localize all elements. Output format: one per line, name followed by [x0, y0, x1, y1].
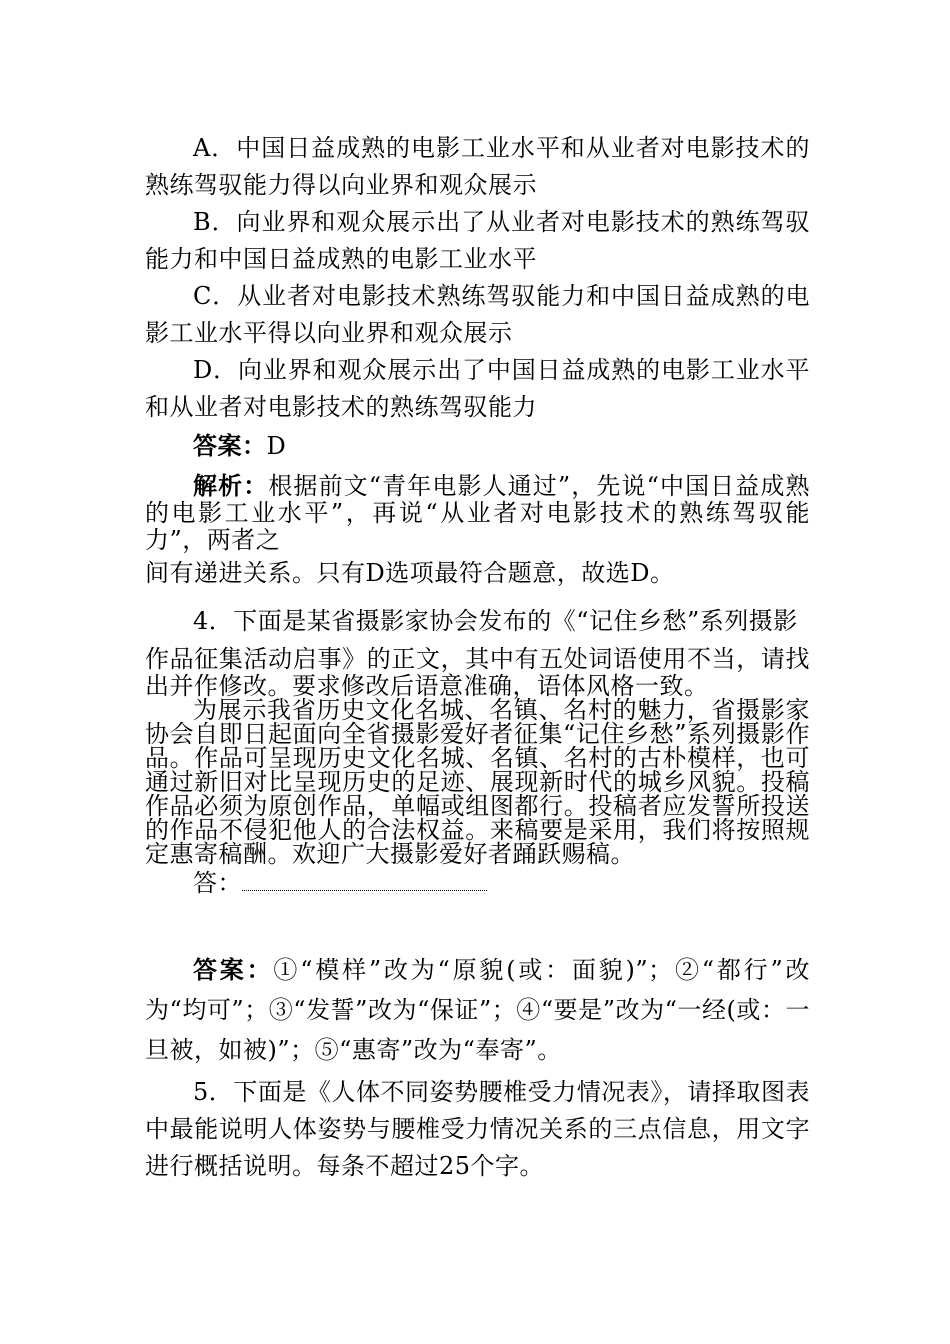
option-a: A．中国日益成熟的电影工业水平和从业者对电影技术的熟练驾驭能力得以向业界和观众展示 — [145, 134, 810, 199]
option-b: B．向业界和观众展示出了从业者对电影技术的熟练驾驭能力和中国日益成熟的电影工业水平 — [145, 208, 810, 273]
analysis-label: 解析： — [193, 472, 269, 500]
q5-question: 5．下面是《人体不同姿势腰椎受力情况表》，请择取图表中最能说明人体姿势与腰椎受力情况关系的三点信息，用文字进行概括说明。每条不超过25个字。 — [145, 1078, 810, 1180]
q4-question-line1: 4．下面是某省摄影家协会发布的《“记住乡愁”系列摄影 — [193, 607, 798, 635]
answer-blank — [242, 870, 487, 891]
answer-value: D — [266, 432, 287, 460]
answer-label: 答案： — [193, 956, 274, 984]
q4-answer-prompt — [145, 870, 810, 895]
q4-answer — [145, 950, 810, 1070]
answer-text: ①“模样”改为“原貌(或：面貌)”；②“都行”改为“均可”；③“发誓”改为“保证”；④“要是”改为“一经(或：一旦被，如被)”；⑤“惠寄”改为“奉寄”。 — [145, 956, 811, 1064]
answer-label: 答案： — [193, 432, 267, 460]
q3-answer — [145, 428, 810, 465]
q3-analysis-end: 间有递进关系。只有D选项最符合题意，故选D。 — [145, 559, 675, 587]
answer-prompt-label: 答： — [193, 869, 242, 897]
option-d: D．向业界和观众展示出了中国日益成熟的电影工业水平和从业者对电影技术的熟练驾驭能力 — [145, 356, 810, 421]
q4-passage: 为展示我省历史文化名城、名镇、名村的魅力，省摄影家协会自即日起面向全省摄影爱好者征集“记住乡愁”系列摄影作品。作品可呈现历史文化名城、名镇、名村的古朴模样，也可通过新旧对比呈现历史的足迹、展现新时代的城乡风貌。投稿作品必须为原创作品，单幅或组图都行。投稿者应发誓所投送的作品不侵犯他人的合法权益。来稿要是采用，我们将按照规定惠寄稿酬。欢迎广大摄影爱好者踊跃赐稿。 — [145, 696, 810, 868]
option-c: C．从业者对电影技术熟练驾驭能力和中国日益成熟的电影工业水平得以向业界和观众展示 — [145, 282, 810, 347]
q4-question-rest: 作品征集活动启事》的正文，其中有五处词语使用不当，请找出并作修改。要求修改后语意准确，语体风格一致。 — [145, 645, 810, 700]
analysis-text-part1: 根据前文“青年电影人通过”，先说“中国日益成熟的电影工业水平”，再说“从业者对电影技术的熟练驾驭能力”，两者之 — [145, 472, 811, 554]
q3-analysis — [145, 473, 810, 554]
